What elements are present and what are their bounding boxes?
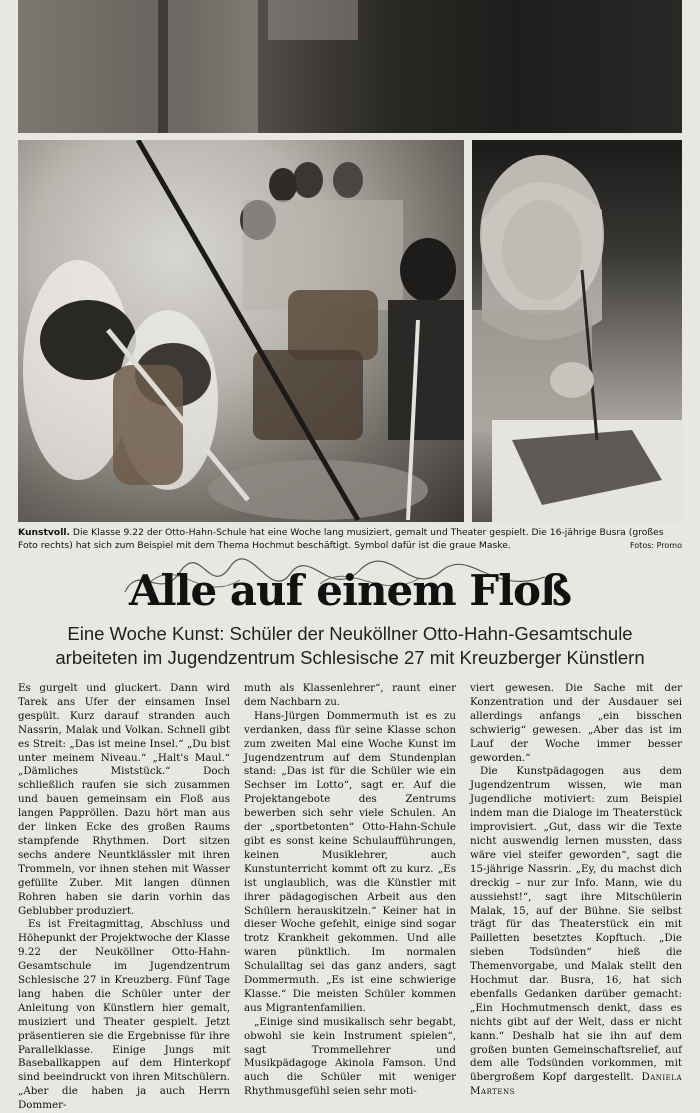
- col3-paragraph-2: [470, 765, 682, 1099]
- col2-paragraph-2: Hans-Jürgen Dommermuth ist es zu verdanken, dass für seine Klasse schon zum zweiten Mal eine Woche Kunst im Jugendzentrum auf dem Stundenplan stand: „Das ist für die Schüler wie ein Sechser im Lotto“, sagt er. Auf die Projektangebote des Zentrums bewerben sich sehr viele Schulen. An der „sportbetonten“ Otto-Hahn-Schule gibt es sonst keine Schulaufführungen, keinen Musiklehrer, auch Kunstunterricht kommt oft zu kurz. „Es ist unglaublich, was die Künstler mit ihrer pädagogischen Arbeit aus den Schülern herauskitzeln.“ Keiner hat in dieser Woche gefehlt, einige sind sogar trotz Krankheit gekommen. Und alle waren pünktlich. Im normalen Schulalltag sei das ganz anders, sagt Dommermuth. „Es ist eine schwierige Klasse.“ Die meisten Schüler kommen aus Migrantenfamilien.: [244, 709, 456, 1014]
- caption-lead: Kunstvoll.: [18, 527, 70, 538]
- article-author: Daniela Martens: [470, 1071, 682, 1098]
- col1-paragraph-1: Es gurgelt und gluckert. Dann wird Tarek ans Ufer der einsamen Insel gespült. Kurz darauf stranden auch Nassrin, Malak und Volkan. Schnell gibt es Streit: „Das ist meine Insel.“ „Du bist unter meinem Niveau.“ „Halt's Maul.“ „Dämliches Miststück.“ Doch schließlich raufen sie sich zusammen und bauen gemeinsam ein Floß aus langen Pappröllen. Dazu hört man aus der linken Ecke des großen Raums stampfende Rhythmen. Dort sitzen sechs andere Neuntklässler mit ihren Trommeln, vor ihnen stehen mit Wasser gefüllte Zuber. Mit langen dünnen Rohren haben sie darin vorhin das Geblubber produziert.: [18, 682, 230, 917]
- article-column-2: [244, 682, 456, 1099]
- article-subheadline: [0, 622, 700, 670]
- subhead-line-1: Eine Woche Kunst: Schüler der Neuköllner Otto-Hahn-Gesamtschule: [67, 623, 633, 644]
- photo-object: [268, 0, 358, 40]
- article-column-3: [470, 682, 682, 1099]
- col1-paragraph-2: Es ist Freitagmittag, Abschluss und Höhepunkt der Projektwoche der Klasse 9.22 der Neuköllner Otto-Hahn-Gesamtschule im Jugendzentrum Schlesische 27 in Kreuzberg. Fünf Tage lang haben die Schüler unter der Anleitung von Künstlern hier gemalt, musiziert und Theater gespielt. Jetzt präsentieren sie die Ergebnisse für ihre Parallelklasse. Einige Jungs mit Baseballkappen auf dem Hinterkopf sind beeindruckt von ihren Mitschülern. „Aber die haben ja auch Herrn Dommer-: [18, 918, 230, 1112]
- photo-credit: Fotos: Promo: [629, 541, 682, 550]
- caption-text: Die Klasse 9.22 der Otto-Hahn-Schule hat eine Woche lang musiziert, gemalt und Theater gespielt. Die 16-jährige Busra (großes Foto rechts) hat sich zum Beispiel mit dem Thema Hochmut beschäftigt. Symbol dafür ist die graue Maske.: [18, 527, 664, 551]
- article-headline: Alle auf einem Floß: [129, 566, 571, 615]
- article-column-1: [18, 682, 230, 1113]
- subhead-line-2: arbeiteten im Jugendzentrum Schlesische 27 mit Kreuzberger Künstlern: [55, 647, 645, 668]
- col2-paragraph-3: „Einige sind musikalisch sehr begabt, obwohl sie kein Instrument spielen“, sagt Trommellehrer und Musikpädagoge Akinola Famson. Und auch die Schüler mit weniger Rhythmusgefühl seien sehr moti-: [244, 1015, 456, 1098]
- right-photo-busra: [472, 140, 682, 522]
- photo-figure-left: [18, 0, 158, 133]
- main-photo-drummers: [18, 140, 464, 522]
- photo-figure-center: [168, 0, 258, 133]
- col3-paragraph-1: viert gewesen. Die Sache mit der Konzentration und der Ausdauer sei allerdings anfangs „ein bisschen schwierig“ gewesen. „Aber das ist im Lauf der Woche immer besser geworden.“: [470, 682, 682, 764]
- col2-paragraph-1: muth als Klassenlehrer“, raunt einer dem Nachbarn zu.: [244, 682, 456, 708]
- top-photo: [18, 0, 682, 133]
- photo-caption: [18, 526, 682, 552]
- col3-paragraph-2-text: Die Kunstpädagogen aus dem Jugendzentrum wissen, wie man Jugendliche motiviert: zum Beispiel indem man die Dialoge im Theaterstück improvisiert. „Gut, dass wir die Texte nicht auswendig lernen mussten, dass wäre viel steifer geworden“, sagt die 15-jährige Nassrin. „Ey, du machst dich dreckig – nur zur Info. Mann, wie du aussiehst!“, sagt ihre Mitschülerin Malak, 15, auf der Bühne. Sie selbst trägt für das Theaterstück ein mit Pailletten besetztes Kopftuch. „Die sieben Todsünden“ hieß die Themenvorgabe, und Malak stellt den Hochmut dar. Busra, 16, hat sich ebenfalls Gedanken darüber gemacht: „Ein Hochmutmensch denkt, dass es nichts gibt auf der Welt, dass er nicht kann.“ Deshalb hat sie ihn auf dem großen bunten Gemeinschaftsrelief, auf dem alle Todsünden vorkommen, mit übergroßem Kopf dargestellt.: [470, 765, 682, 1084]
